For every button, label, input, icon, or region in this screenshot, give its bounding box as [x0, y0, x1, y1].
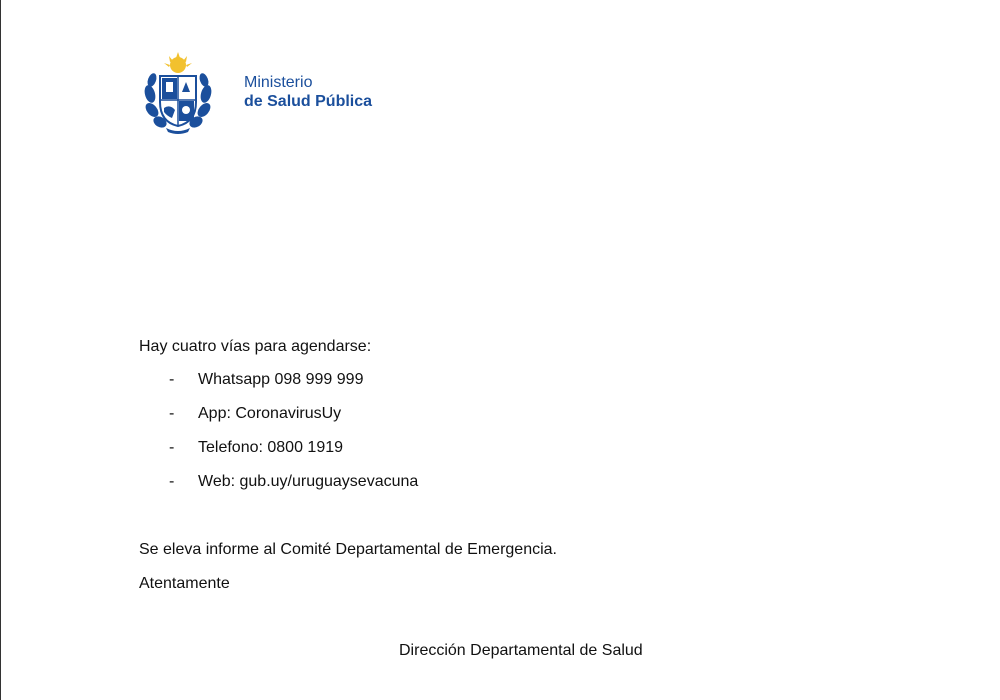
ministry-name-line1: Ministerio [244, 74, 313, 91]
list-item [169, 404, 418, 438]
closing-text: Se eleva informe al Comité Departamental de Emergencia. [139, 541, 557, 558]
ministry-name [244, 73, 372, 111]
letterhead [142, 52, 372, 136]
signature-text: Dirección Departamental de Salud [399, 642, 643, 659]
list-bullet: - [169, 439, 175, 456]
list-bullet: - [169, 405, 175, 422]
coat-of-arms-logo [142, 52, 214, 136]
list-bullet: - [169, 371, 175, 388]
list-item [169, 370, 418, 404]
channel-whatsapp: Whatsapp 098 999 999 [198, 371, 364, 388]
channel-web: Web: gub.uy/uruguaysevacuna [198, 473, 419, 490]
list-bullet: - [169, 473, 175, 490]
page-edge [0, 0, 1, 700]
list-item [169, 438, 418, 472]
scheduling-channels-list [169, 370, 418, 506]
regards-text: Atentamente [139, 575, 230, 592]
list-item [169, 472, 418, 506]
ministry-name-line2: de Salud Pública [244, 93, 373, 110]
intro-text: Hay cuatro vías para agendarse: [139, 338, 372, 355]
channel-phone: Telefono: 0800 1919 [198, 439, 344, 456]
channel-app: App: CoronavirusUy [198, 405, 342, 422]
